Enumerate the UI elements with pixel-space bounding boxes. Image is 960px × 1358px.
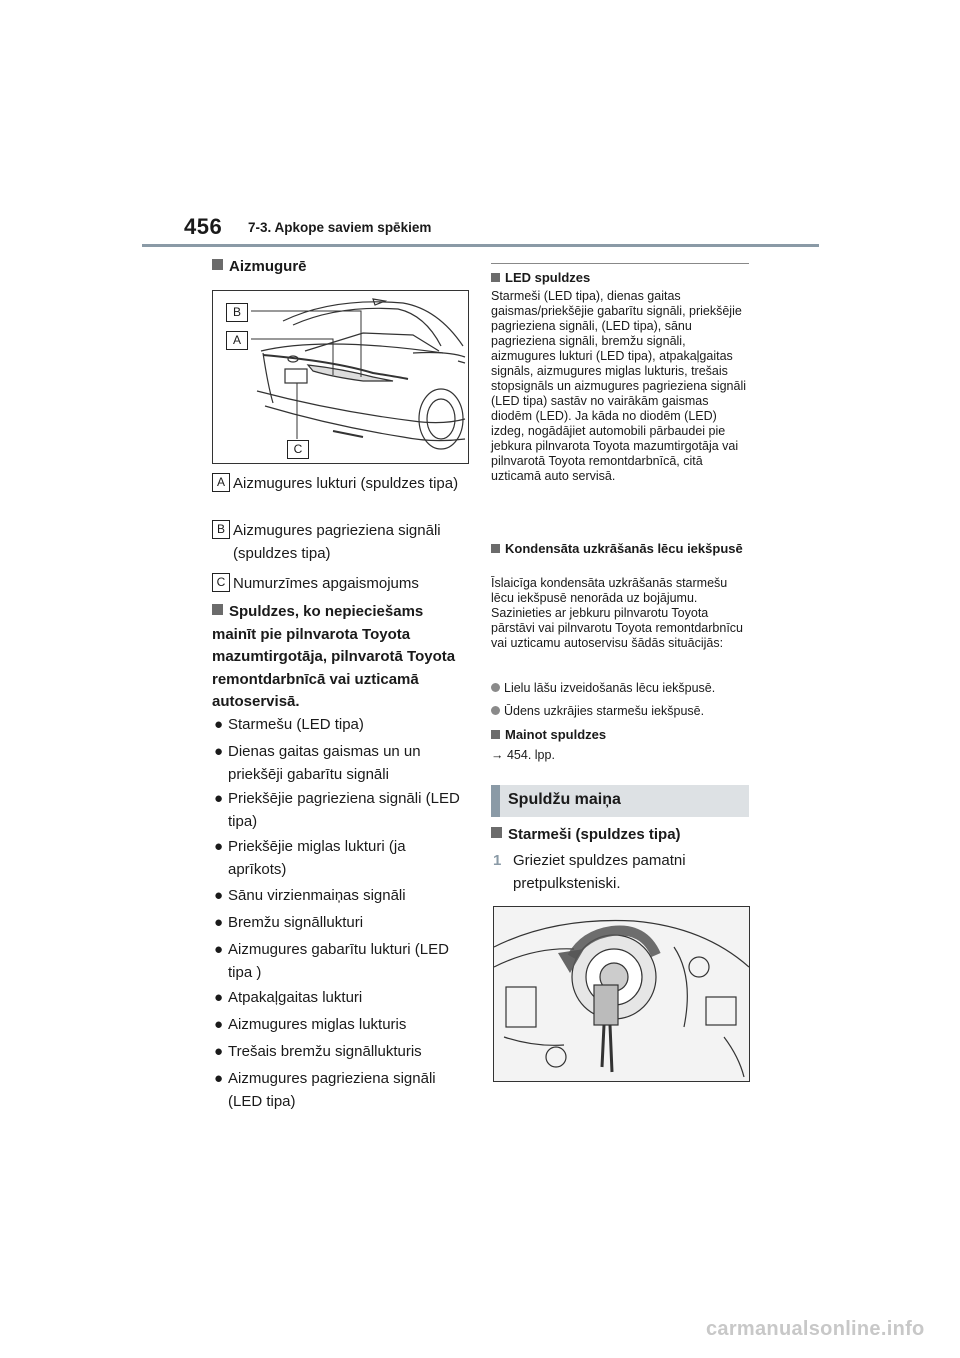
condensation-bullet: Lielu lāšu izveidošanās lēcu iekšpusē. <box>491 681 749 696</box>
bullet-item: ● Aizmugures pagrieziena signāli (LED tipa) <box>214 1070 436 1110</box>
legend-item-a: A Aizmugures lukturi (spuldzes tipa) <box>212 472 472 495</box>
page-number: 456 <box>184 214 223 239</box>
step-1 <box>491 849 749 895</box>
step-text: Grieziet spuldzes pamatni pretpulksteniski. <box>513 852 686 892</box>
rear-lights-figure <box>212 290 469 464</box>
circle-bullet-icon <box>491 683 500 692</box>
legend-item-b: B Aizmugures pagrieziena signāli (spuldzes tipa) <box>212 519 472 565</box>
callout-a: A <box>226 331 248 350</box>
page-reference-link[interactable]: → 454. lpp. <box>491 748 555 762</box>
square-bullet-icon <box>491 730 500 739</box>
square-bullet-icon <box>491 827 502 838</box>
heading-led-bulbs: LED spuldzes <box>491 270 749 285</box>
bullet-item: ● Aizmugures miglas lukturis <box>214 1016 407 1033</box>
square-bullet-icon <box>491 544 500 553</box>
square-bullet-icon <box>212 259 223 270</box>
section-banner <box>491 785 749 817</box>
bullet-item: ● Sānu virzienmaiņas signāli <box>214 887 406 904</box>
headlight-illustration <box>494 907 749 1081</box>
bullet-item: ● Starmešu (LED tipa) <box>214 716 364 733</box>
callout-b: B <box>226 303 248 322</box>
legend-label-c: C <box>212 573 230 592</box>
header-rule <box>142 244 819 247</box>
square-bullet-icon <box>491 273 500 282</box>
watermark-text: carmanualsonline.info <box>706 1318 925 1340</box>
square-bullet-icon <box>212 604 223 615</box>
section-title: 7-3. Apkope saviem spēkiem <box>248 220 432 235</box>
bullet-item: ● Aizmugures gabarītu lukturi (LED tipa ) <box>214 941 449 981</box>
section-banner-title: Spuldžu maiņa <box>508 791 621 808</box>
bullet-item: ● Priekšējie pagrieziena signāli (LED tipa) <box>214 790 460 830</box>
circle-bullet-icon <box>491 706 500 715</box>
heading-rear: Aizmugurē <box>212 256 470 278</box>
rear-car-illustration <box>213 291 468 463</box>
bullet-item: ● Dienas gaitas gaismas un un priekšēji gabarītu signāli <box>214 743 421 783</box>
legend-label-a: A <box>212 473 230 492</box>
callout-c: C <box>287 440 309 459</box>
bullet-item: ● Atpakaļgaitas lukturi <box>214 989 363 1006</box>
heading-dealer-bulbs: Spuldzes, ko nepieciešams mainīt pie pilnvarota Toyota mazumtirgotāja, pilnvarotā Toyota remontdarbnīcā vai uzticamā autoservisā. <box>212 603 456 710</box>
legend-label-b: B <box>212 520 230 539</box>
legend-item-c: C Numurzīmes apgaismojums <box>212 572 472 595</box>
bullet-item: ● Bremžu signāllukturi <box>214 914 364 931</box>
condensation-bullet: Ūdens uzkrājies starmešu iekšpusē. <box>491 704 749 719</box>
headlight-bulb-figure <box>493 906 750 1082</box>
bullet-item: ● Trešais bremžu signāllukturis <box>214 1043 422 1060</box>
led-paragraph: Starmeši (LED tipa), dienas gaitas gaismas/priekšējie gabarītu signāli, priekšējie pagrieziena signāli, (LED tipa), sānu pagrieziena signāli, bremžu signāli, aizmugures lukturi (LED tipa), atpakaļgaitas signāls, aizmugures miglas lukturis, trešais stopsignāls un aizmugures pagrieziena signāli (LED tipa) sastāv no vairākām gaismas diodēm (LED). Ja kāda no diodēm (LED) izdeg, nogādājiet automobili pārbaudei pie jebkura pilnvarota Toyota mazumtirgotāja vai pilnvarotā Toyota remontdarbnīcā, citā uzticamā auto servisā. <box>491 289 747 483</box>
step-number: 1 <box>493 852 502 869</box>
heading-replacing: Mainot spuldzes <box>491 727 749 742</box>
bullet-item: ● Priekšējie miglas lukturi (ja aprīkots) <box>214 838 406 878</box>
heading-headlights: Starmeši (spuldzes tipa) <box>491 824 749 846</box>
condensation-paragraph: Īslaicīga kondensāta uzkrāšanās starmešu lēcu iekšpusē nenorāda uz bojājumu. Sazinieties ar jebkuru pilnvarotu Toyota pārstāvi vai pilnvarotu Toyota remontdarbnīcu vai uzticamu autoservisu šādās situācijās: <box>491 576 743 650</box>
heading-condensation: Kondensāta uzkrāšanās lēcu iekšpusē <box>491 541 749 556</box>
right-column-rule <box>491 263 749 264</box>
